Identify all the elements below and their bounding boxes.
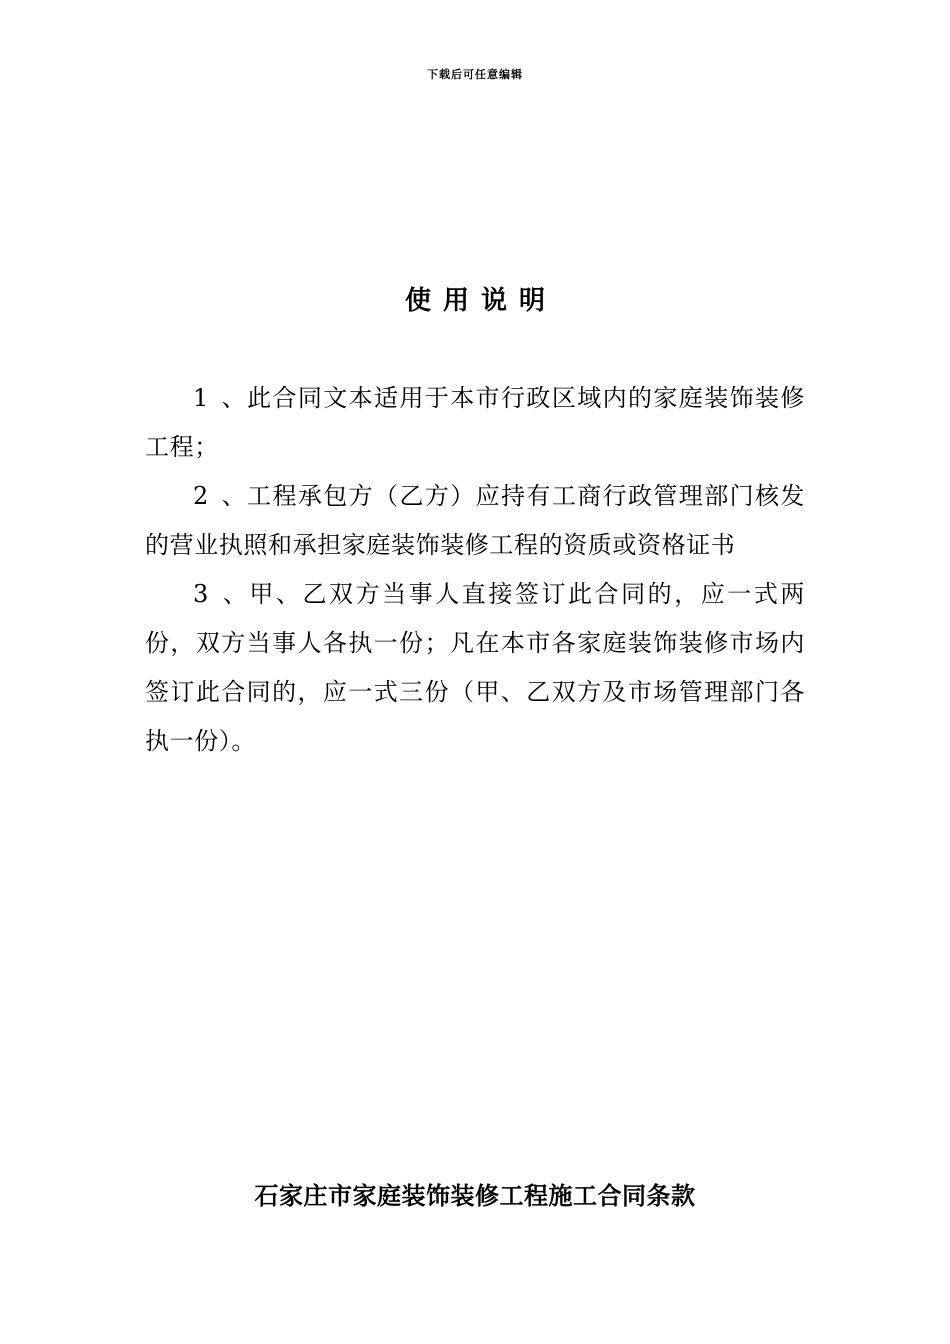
instruction-text: 、此合同文本适用于本市行政区域内的家庭装饰装修工程； [145, 384, 805, 461]
instruction-number: 1 [193, 384, 209, 412]
instruction-item-3 [145, 570, 805, 766]
instruction-text: 、甲、乙双方当事人直接签订此合同的，应一式两份，双方当事人各执一份；凡在本市各家庭装饰装修市场内签订此合同的，应一式三份（甲、乙双方及市场管理部门各执一份）。 [145, 580, 805, 755]
instruction-text: 、工程承包方（乙方）应持有工商行政管理部门核发的营业执照和承担家庭装饰装修工程的资质或资格证书 [145, 482, 805, 559]
instruction-number: 2 [193, 482, 209, 510]
instruction-item-1 [145, 374, 805, 472]
contract-title: 石家庄市家庭装饰装修工程施工合同条款 [254, 1181, 696, 1210]
instruction-number: 3 [193, 580, 209, 608]
page-title: 使用说明 [404, 286, 557, 316]
instructions-list [145, 374, 805, 766]
header-note: 下载后可任意编辑 [427, 68, 523, 81]
instruction-item-2 [145, 472, 805, 570]
